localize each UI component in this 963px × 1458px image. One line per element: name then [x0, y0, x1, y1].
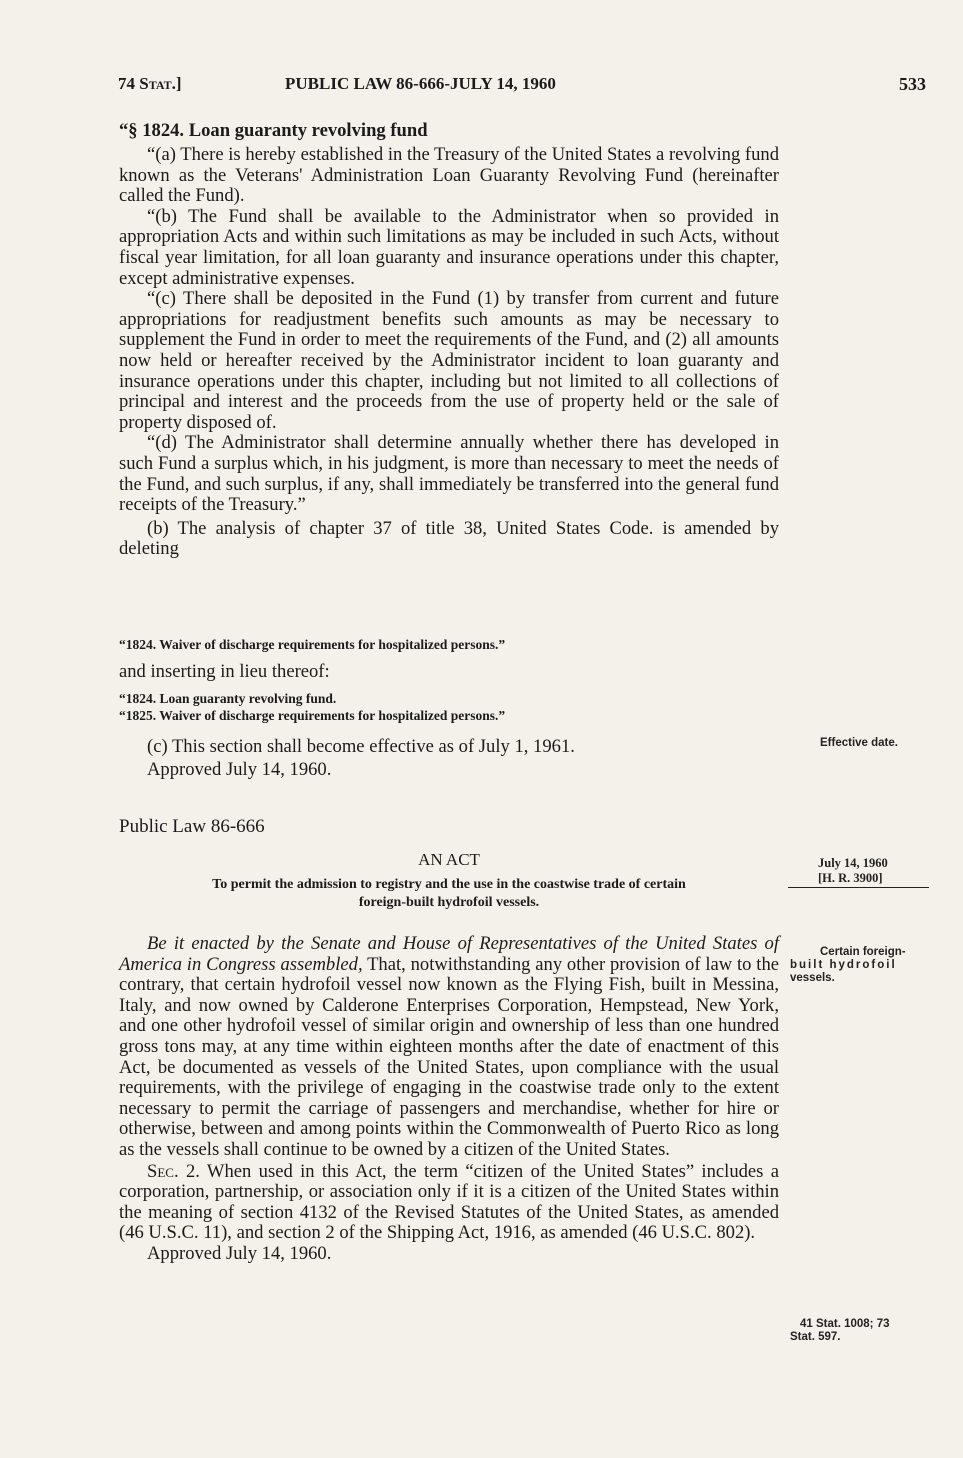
- margin-citation-2: Stat. 597.: [790, 1331, 841, 1343]
- law-title-header: PUBLIC LAW 86-666-JULY 14, 1960: [285, 74, 556, 93]
- effective-paragraph-c: (c) This section shall become effective as of July 1, 1961.: [147, 736, 575, 757]
- section-1824-body: [119, 145, 779, 560]
- paragraph-b: “(b) The Fund shall be available to the Administrator when so provided in appropriation Acts and within such limitations as may be included in such Acts, without fiscal year limitation, for all loan guaranty and insurance operations under this chapter, except administrative expenses.: [119, 205, 779, 289]
- margin-vessels-1: Certain foreign-: [820, 946, 906, 958]
- inserting-line: and inserting in lieu thereof:: [119, 661, 330, 682]
- margin-vessels-3: vessels.: [790, 972, 835, 984]
- page-number: 533: [899, 74, 926, 94]
- inserted-item-1824: “1824. Loan guaranty revolving fund.: [119, 691, 337, 706]
- section-1-text: That, notwithstanding any other provision of law to the contrary, that certain hydrofoil vessel now known as the Flying Fish, built in Messina, Italy, and now owned by Calderone Enterprises Corporation, Hempstead, New York, and one other hydrofoil vessel of similar origin and ownership of less than one hundred gross tons may, at any time within eighteen months after the date of enactment of this Act, be documented as vessels of the United States, upon compliance with the usual requirements, with the privilege of engaging in the coastwise trade only to the extent necessary to permit the carriage of passengers and merchandise, whether for hire or otherwise, between and among points within the Commonwealth of Puerto Rico as long as the vessels shall continue to be owned by a citizen of the United States.: [119, 953, 779, 1160]
- section-1824-heading: “§ 1824. Loan guaranty revolving fund: [119, 120, 428, 141]
- running-header: [118, 74, 926, 100]
- approved-line-1: Approved July 14, 1960.: [147, 759, 332, 780]
- act-body: [119, 934, 779, 1265]
- inserted-item-1825: “1825. Waiver of discharge requirements for hospitalized persons.”: [119, 708, 506, 723]
- an-act-heading: AN ACT: [418, 850, 480, 869]
- public-law-title: Public Law 86-666: [119, 816, 265, 837]
- section-1: [119, 934, 779, 1161]
- enacting-clause: Be it enacted by the Senate and House of Representatives of the United States of America in Congress assembled,: [119, 933, 779, 975]
- margin-citation-1: 41 Stat. 1008; 73: [800, 1318, 890, 1330]
- purpose-line-1: To permit the admission to registry and the use in the coastwise trade of certain: [212, 877, 686, 892]
- paragraph-c: “(c) There shall be deposited in the Fund (1) by transfer from current and future appropriations for readjustment benefits such amounts as may be necessary to supplement the Fund in order to meet the requirements of the Fund, and (2) all amounts now held or hereafter received by the Administrator incident to loan guaranty and insurance operations under this chapter, including but not limited to all collections of principal and interest and the proceeds from the use of property held or the sale of property disposed of.: [119, 288, 779, 433]
- margin-act-date: [818, 856, 888, 886]
- inserted-items: [119, 690, 505, 724]
- margin-rule: [788, 887, 929, 888]
- purpose-line-2: foreign-built hydrofoil vessels.: [358, 895, 540, 910]
- paragraph-d: “(d) The Administrator shall determine annually whether there has developed in such Fund a surplus which, in his judgment, is more than necessary to meet the needs of the Fund, and such surplus, if any, shall immediately be transferred into the general fund receipts of the Treasury.”: [119, 432, 779, 516]
- margin-effective-date: Effective date.: [820, 737, 898, 749]
- stat-volume: 74 Stat.]: [118, 74, 182, 93]
- amendment-paragraph-b: (b) The analysis of chapter 37 of title 38, United States Code. is amended by deleting: [119, 517, 779, 560]
- margin-bill-number: [H. R. 3900]: [818, 871, 883, 885]
- paragraph-a: “(a) There is hereby established in the Treasury of the United States a revolving fund known as the Veterans' Administration Loan Guaranty Revolving Fund (hereinafter called the Fund).: [119, 144, 779, 207]
- act-purpose: [119, 876, 779, 912]
- deleted-item: “1824. Waiver of discharge requirements for hospitalized persons.”: [119, 637, 506, 652]
- margin-date-line: July 14, 1960: [818, 856, 888, 870]
- approved-line-2: Approved July 14, 1960.: [147, 1242, 332, 1264]
- section-2: [119, 1162, 779, 1244]
- margin-vessels-note: [790, 946, 906, 985]
- section-2-text: When used in this Act, the term “citizen of the United States” includes a corporation, partnership, or association only if it is a citizen of the United States within the meaning of section 4132 of the Revised Statutes of the United States, as amended (46 U.S.C. 11), and section 2 of the Shipping Act, 1916, as amended (46 U.S.C. 802).: [119, 1160, 779, 1244]
- margin-vessels-2: built hydrofoil: [790, 959, 897, 971]
- section-2-label: Sec. 2.: [147, 1160, 200, 1182]
- effective-clause: [119, 735, 779, 781]
- margin-citation: [790, 1318, 890, 1344]
